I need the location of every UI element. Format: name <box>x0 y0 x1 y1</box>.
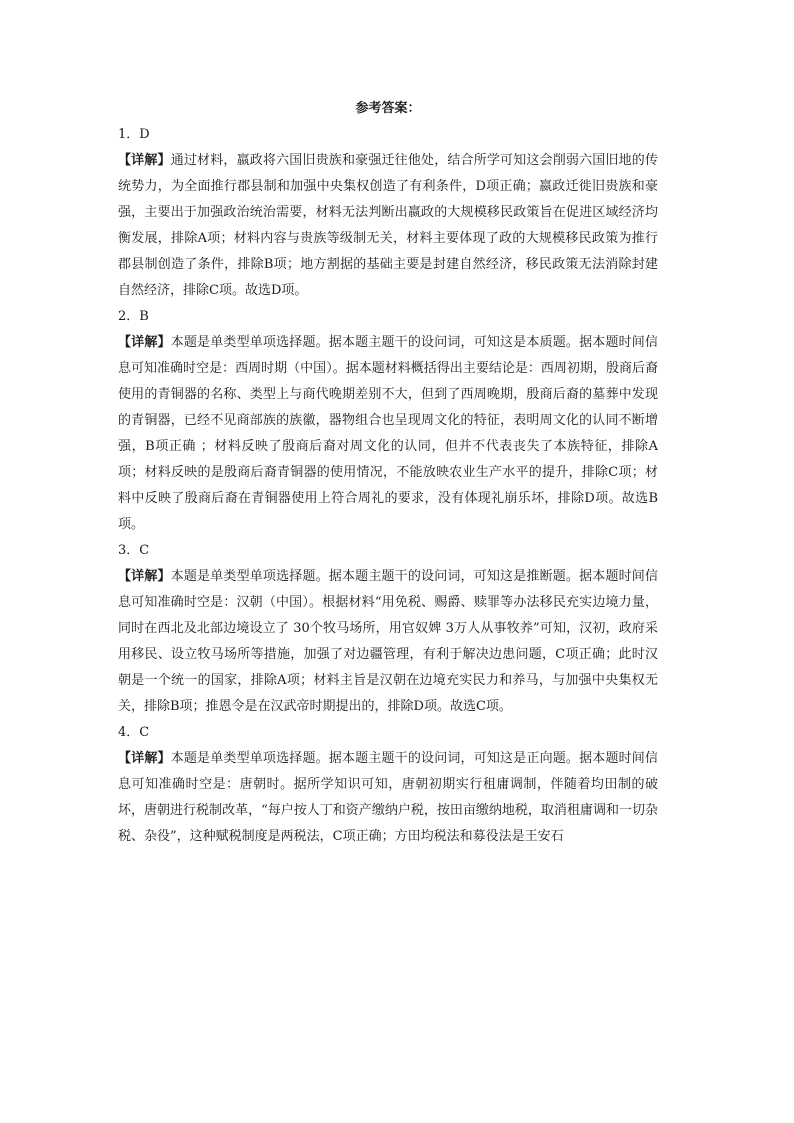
answer-explanation <box>118 148 658 304</box>
page-title: 参考答案： <box>355 101 421 116</box>
answer-explanation <box>118 746 658 850</box>
explanation-tag: 【详解】 <box>118 153 171 168</box>
answer-number: 4．C <box>118 725 150 740</box>
answer-item-1 <box>118 122 658 304</box>
answer-item-4 <box>118 720 658 850</box>
answer-number: 1．D <box>118 127 150 142</box>
explanation-tag: 【详解】 <box>118 751 171 766</box>
answer-number: 2．B <box>118 309 149 324</box>
answer-explanation <box>118 330 658 538</box>
explanation-tag: 【详解】 <box>118 335 171 350</box>
explanation-text: 通过材料，嬴政将六国旧贵族和豪强迁往他处，结合所学可知这会削弱六国旧地的传统势力，为全面推行郡县制和加强中央集权创造了有利条件，D项正确；嬴政迁徙旧贵族和豪强，主要出于加强政治统治需要，材料无法判断出嬴政的大规模移民政策旨在促进区域经济均衡发展，排除A项；材料内容与贵族等级制无关，材料主要体现了政的大规模移民政策为推行郡县制创造了条件，排除B项；地方割据的基础主要是封建自然经济，移民政策无法消除封建自然经济，排除C项。故选D项。 <box>118 153 658 298</box>
answer-page <box>118 96 658 850</box>
explanation-text: 本题是单类型单项选择题。据本题主题干的设问词，可知这是本质题。据本题时间信息可知准确时空是：西周时期（中国）。据本题材料概括得出主要结论是：西周初期，殷商后裔使用的青铜器的名称、类型上与商代晚期差别不大，但到了西周晚期，殷商后裔的墓葬中发现的青铜器，已经不见商部族的族徽，器物组合也呈现周文化的特征，表明周文化的认同不断增强，B项正确 ；材料反映了殷商后裔对周文化的认同，但并不代表丧失了本族特征，排除A项；材料反映的是殷商后裔青铜器的使用情况，不能放映农业生产水平的提升，排除C项；材料中反映了殷商后裔在青铜器使用上符合周礼的要求，没有体现礼崩乐坏，排除D项。故选B项。 <box>118 335 658 532</box>
explanation-text: 本题是单类型单项选择题。据本题主题干的设问词，可知这是推断题。据本题时间信息可知准确时空是：汉朝（中国）。根据材料“用免税、赐爵、赎罪等办法移民充实边境力量，同时在西北及北部边境设立了 30个牧马场所，用官奴婢 3万人从事牧养”可知，汉初，政府采用移民、设立牧马场所等措施，加强了对边疆管理，有利于解决边患问题，C项正确；此时汉朝是一个统一的国家，排除A项；材料主旨是汉朝在边境充实民力和养马，与加强中央集权无关，排除B项；推恩令是在汉武帝时期提出的，排除D项。故选C项。 <box>118 569 658 714</box>
answer-item-2 <box>118 304 658 538</box>
explanation-tag: 【详解】 <box>118 569 171 584</box>
explanation-text: 本题是单类型单项选择题。据本题主题干的设问词，可知这是正向题。据本题时间信息可知准确时空是：唐朝时。据所学知识可知，唐朝初期实行租庸调制，伴随着均田制的破坏，唐朝进行税制改革，“每户按人丁和资产缴纳户税，按田亩缴纳地税，取消租庸调和一切杂税、杂役”，这种赋税制度是两税法，C项正确；方田均税法和募役法是王安石 <box>118 751 658 844</box>
answer-explanation <box>118 564 658 720</box>
answer-item-3 <box>118 538 658 720</box>
answer-number: 3．C <box>118 543 150 558</box>
